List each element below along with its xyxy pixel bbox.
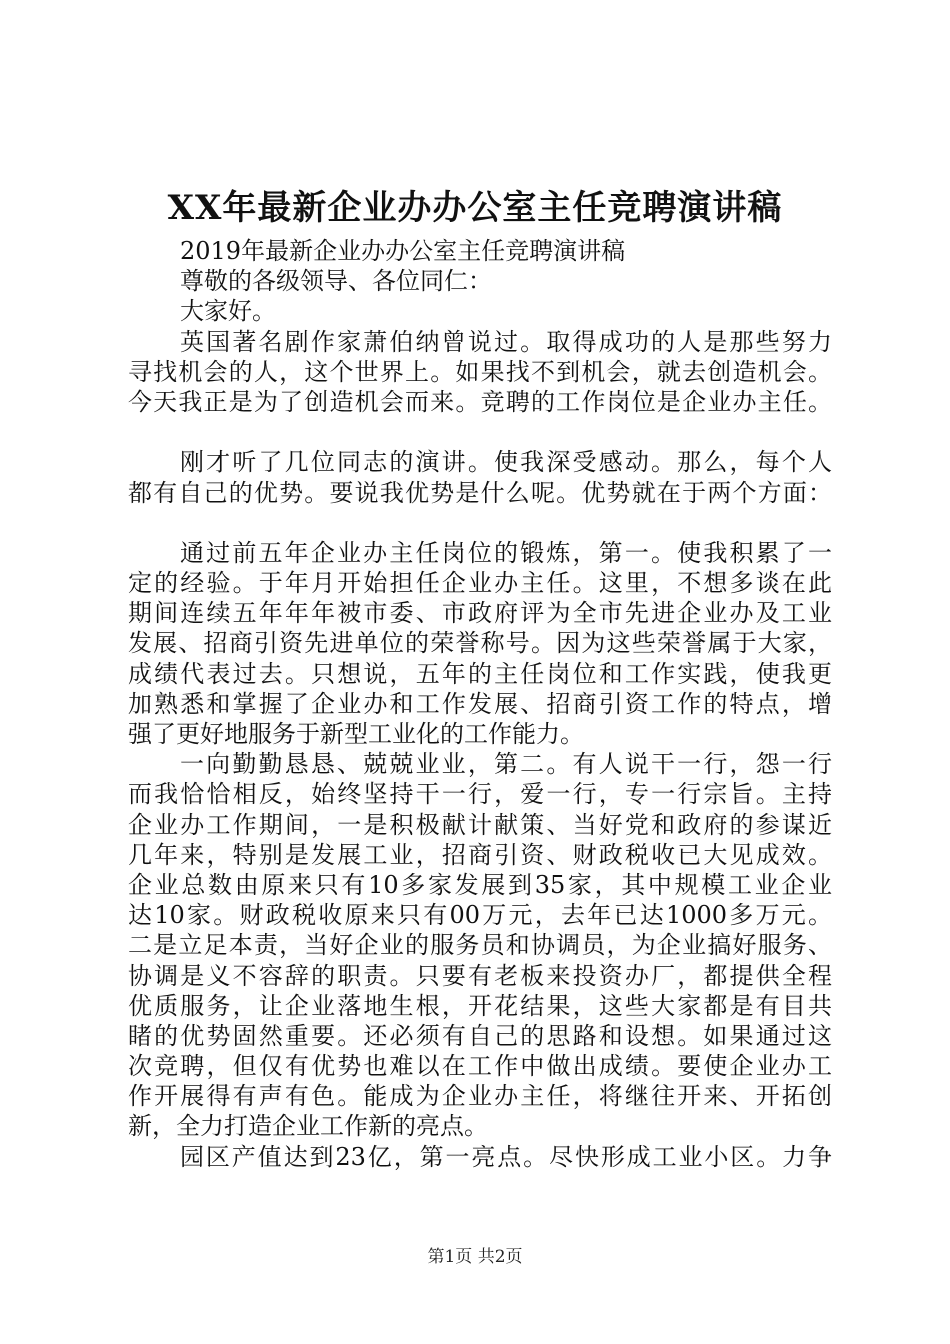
document-title: XX年最新企业办办公室主任竞聘演讲稿 xyxy=(167,188,783,228)
paragraph-line: 二是立足本责，当好企业的服务员和协调员，为企业搞好服务、 xyxy=(128,931,832,960)
paragraph-line: 新，全力打造企业工作新的亮点。 xyxy=(128,1112,488,1141)
paragraph-line: 发展、招商引资先进单位的荣誉称号。因为这些荣誉属于大家， xyxy=(128,629,832,658)
paragraph-line: 寻找机会的人，这个世界上。如果找不到机会，就去创造机会。 xyxy=(128,357,832,386)
paragraph-line: 睹的优势固然重要。还必须有自己的思路和设想。如果通过这 xyxy=(128,1021,832,1050)
paragraph-line: 都有自己的优势。要说我优势是什么呢。优势就在于两个方面： xyxy=(128,478,832,507)
paragraph-line: 期间连续五年年年被市委、市政府评为全市先进企业办及工业 xyxy=(128,599,832,628)
paragraph-line: 今天我正是为了创造机会而来。竞聘的工作岗位是企业办主任。 xyxy=(128,387,832,416)
paragraph-line: 刚才听了几位同志的演讲。使我深受感动。那么，每个人 xyxy=(180,448,832,477)
paragraph-gap xyxy=(128,508,832,538)
paragraph-line: 加熟悉和掌握了企业办和工作发展、招商引资工作的特点，增 xyxy=(128,689,832,718)
paragraph-line: 次竞聘，但仅有优势也难以在工作中做出成绩。要使企业办工 xyxy=(128,1052,832,1081)
document-body xyxy=(128,236,832,1172)
paragraph-line: 优质服务，让企业落地生根，开花结果，这些大家都是有目共 xyxy=(128,991,832,1020)
paragraph-line: 一向勤勤恳恳、兢兢业业，第二。有人说干一行，怨一行 xyxy=(180,750,832,779)
paragraph-line: 通过前五年企业办主任岗位的锻炼，第一。使我积累了一 xyxy=(180,538,832,567)
page-number: 第1页 共2页 xyxy=(427,1247,523,1267)
paragraph-line: 而我恰恰相反，始终坚持干一行，爱一行，专一行宗旨。主持 xyxy=(128,780,832,809)
paragraph-line: 强了更好地服务于新型工业化的工作能力。 xyxy=(128,720,584,748)
greeting-line: 大家好。 xyxy=(180,297,276,326)
paragraph-line: 作开展得有声有色。能成为企业办主任，将继往开来、开拓创 xyxy=(128,1082,832,1111)
paragraph-line: 几年来，特别是发展工业，招商引资、财政税收已大见成效。 xyxy=(128,840,832,869)
paragraph-line: 英国著名剧作家萧伯纳曾说过。取得成功的人是那些努力 xyxy=(180,327,832,356)
paragraph-line: 企业办工作期间，一是积极献计献策、当好党和政府的参谋近 xyxy=(128,810,832,839)
subtitle-line: 2019年最新企业办办公室主任竞聘演讲稿 xyxy=(180,237,626,265)
paragraph-line: 定的经验。于年月开始担任企业办主任。这里，不想多谈在此 xyxy=(128,569,832,598)
paragraph-line: 园区产值达到23亿，第一亮点。尽快形成工业小区。力争 xyxy=(180,1142,832,1171)
salutation-line: 尊敬的各级领导、各位同仁： xyxy=(180,267,492,296)
paragraph-line: 达10家。财政税收原来只有00万元，去年已达1000多万元。 xyxy=(128,901,832,930)
paragraph-line: 协调是义不容辞的职责。只要有老板来投资办厂，都提供全程 xyxy=(128,961,832,990)
paragraph-gap xyxy=(128,417,832,447)
paragraph-line: 企业总数由原来只有10多家发展到35家，其中规模工业企业 xyxy=(128,870,832,899)
paragraph-line: 成绩代表过去。只想说，五年的主任岗位和工作实践，使我更 xyxy=(128,659,832,688)
